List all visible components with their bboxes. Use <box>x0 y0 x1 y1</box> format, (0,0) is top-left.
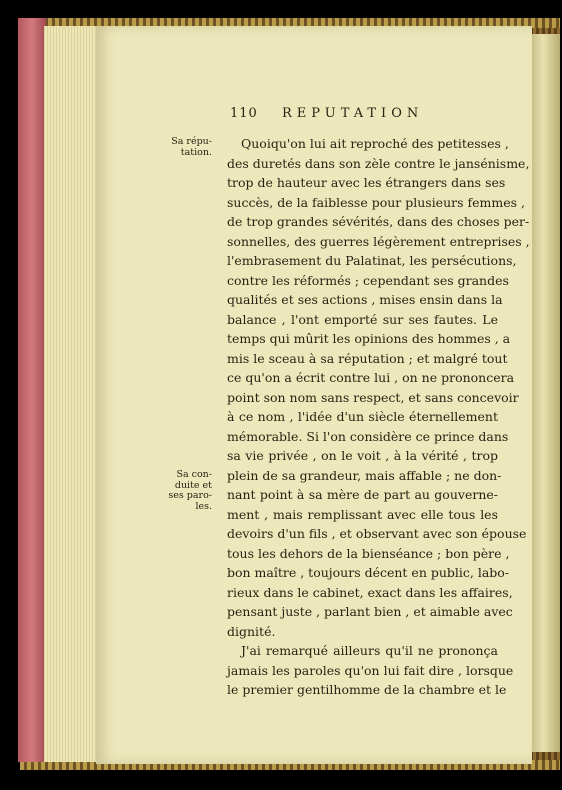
text-line: balance , l'ont emporté sur ses fautes. Le <box>227 311 498 327</box>
running-title: REPUTATION <box>282 106 424 121</box>
text-line: de trop grandes sévérités, dans des choses per- <box>227 214 530 229</box>
page-edge-red <box>18 18 46 762</box>
facing-page-edge <box>532 34 560 752</box>
margin-note-conduct <box>156 470 212 512</box>
margin-note-line: tation. <box>180 146 212 158</box>
text-line: sonnelles, des guerres légèrement entreprises , <box>227 233 530 249</box>
text-line: l'embrasement du Palatinat, les persécutions, <box>227 253 517 268</box>
text-line: ce qu'on a écrit contre lui , on ne prononcera <box>227 370 515 385</box>
text-line: Quoiqu'on lui ait reproché des petitesses , <box>241 136 509 151</box>
text-line: sa vie privée , on le voit , à la vérité , trop <box>227 448 498 463</box>
text-line: le premier gentilhomme de la chambre et le <box>227 682 507 697</box>
text-line: contre les réformés ; cependant ses grandes <box>227 272 509 288</box>
text-line: tous les dehors de la bienséance ; bon père , <box>227 545 510 561</box>
text-line: trop de hauteur avec les étrangers dans ses <box>227 175 506 190</box>
text-line: plein de sa grandeur, mais affable ; ne don- <box>227 467 502 483</box>
text-line: qualités et ses actions , mises ensin dans la <box>227 292 503 307</box>
text-line: J'ai remarqué ailleurs qu'il ne prononça <box>241 643 498 658</box>
text-line: jamais les paroles qu'on lui fait dire , lorsque <box>227 662 514 678</box>
text-line: rieux dans le cabinet, exact dans les affaires, <box>227 584 513 600</box>
body-text <box>227 134 530 700</box>
text-line: ment , mais remplissant avec elle tous les <box>227 506 498 522</box>
text-line: devoirs d'un fils , et observant avec son épouse <box>227 526 527 541</box>
text-line: dignité. <box>227 623 276 639</box>
page-stack <box>44 26 96 762</box>
margin-note-line: ses paro- <box>168 490 212 501</box>
text-line: mémorable. Si l'on considère ce prince dans <box>227 428 509 444</box>
text-line: nant point à sa mère de part au gouverne- <box>227 487 498 502</box>
margin-note-line: duite et <box>174 479 212 491</box>
margin-note-reputation <box>156 137 212 158</box>
text-line: mis le sceau à sa réputation ; et malgré tout <box>227 350 508 366</box>
text-line: pensant juste , parlant bien , et aimable avec <box>227 604 513 619</box>
page-number: 110 <box>230 106 258 121</box>
margin-note-line: Sa répu- <box>171 136 212 147</box>
text-line: succès, de la faiblesse pour plusieurs femmes , <box>227 194 525 210</box>
text-line: bon maître , toujours décent en public, labo- <box>227 565 510 580</box>
text-line: à ce nom , l'idée d'un siècle éternellement <box>227 409 498 424</box>
margin-note-line: Sa con- <box>176 469 212 480</box>
text-line: des duretés dans son zèle contre le jansénisme, <box>227 155 530 171</box>
margin-note-line: les. <box>195 500 212 512</box>
page-header <box>230 106 470 126</box>
text-line: temps qui mûrit les opinions des hommes , a <box>227 331 511 346</box>
text-line: point son nom sans respect, et sans concevoir <box>227 389 519 405</box>
